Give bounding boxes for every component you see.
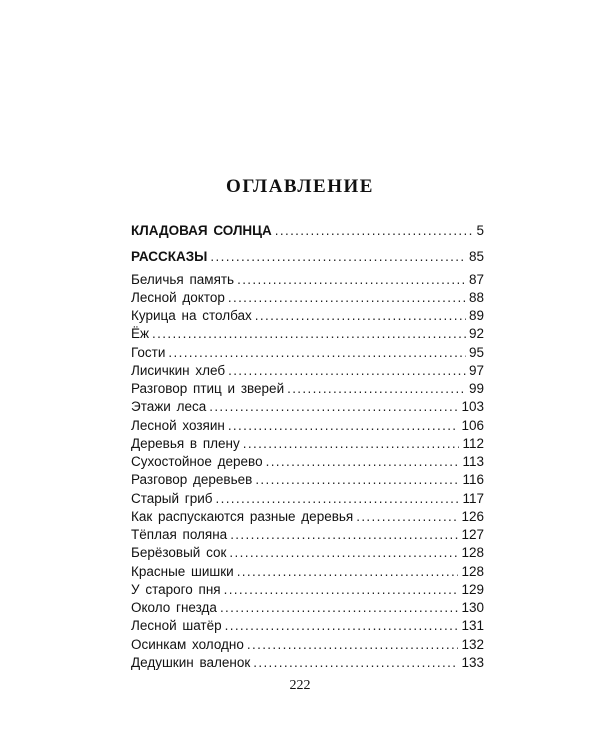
dot-leader [287, 380, 466, 398]
toc-entry-title: Тёплая поляна [131, 527, 228, 542]
toc-entry-page: 99 [468, 381, 484, 396]
toc-entry [131, 471, 484, 489]
dot-leader [275, 222, 474, 240]
toc-entry-title: Сухостойное дерево [131, 454, 263, 469]
toc-entry-title: Ёж [131, 326, 150, 342]
toc-entry [131, 490, 484, 508]
toc-entry [131, 307, 484, 325]
toc-entry-page: 129 [461, 581, 484, 597]
toc-entry [131, 453, 484, 471]
toc-entry [131, 380, 484, 398]
toc-entry-title: КЛАДОВАЯ СОЛНЦА [131, 223, 272, 238]
table-of-contents [131, 222, 484, 672]
toc-entry [131, 325, 484, 343]
toc-heading: ОГЛАВЛЕНИЕ [226, 176, 374, 197]
toc-entry-page: 131 [461, 618, 484, 634]
toc-entry-page: 132 [461, 636, 484, 652]
toc-entry [131, 417, 484, 435]
toc-entry-title: Лесной хозяин [131, 417, 225, 433]
toc-entry [131, 289, 484, 307]
toc-entry-title: Красные шишки [131, 563, 234, 579]
dot-leader [209, 398, 458, 416]
toc-entry-title: Разговор птиц и зверей [131, 381, 285, 396]
toc-entry [131, 654, 484, 672]
dot-leader [228, 362, 466, 380]
toc-entry-page: 133 [461, 654, 484, 670]
dot-leader [210, 248, 466, 266]
toc-entry [131, 526, 484, 544]
dot-leader [228, 417, 459, 435]
toc-entry-page: 130 [461, 600, 484, 615]
toc-entry-page: 128 [461, 563, 484, 579]
toc-entry-title: Дедушкин валенок [131, 654, 251, 670]
dot-leader [216, 490, 460, 508]
toc-entry-title: Лесной доктор [131, 289, 225, 305]
toc-entry-title: Осинкам холодно [131, 636, 244, 652]
toc-entry [131, 248, 484, 266]
toc-entry-title: РАССКАЗЫ [131, 249, 208, 265]
dot-leader [255, 307, 466, 325]
dot-leader [253, 654, 458, 672]
toc-entry-page: 92 [468, 326, 484, 342]
toc-entry-title: Около гнезда [131, 600, 217, 615]
toc-entry-title: Лисичкин хлеб [131, 362, 226, 378]
toc-entry [131, 544, 484, 562]
toc-entry [131, 508, 484, 526]
toc-entry-title: Этажи леса [131, 399, 207, 415]
toc-entry-page: 95 [468, 344, 484, 360]
toc-entry-title: Курица на столбах [131, 308, 252, 323]
toc-entry-title: У старого пня [131, 581, 221, 597]
dot-leader [255, 471, 459, 489]
toc-entry-title: Берёзовый сок [131, 545, 227, 561]
toc-entry [131, 344, 484, 362]
toc-entry-page: 88 [468, 289, 484, 305]
dot-leader [152, 325, 466, 343]
toc-entry-page: 5 [476, 223, 484, 238]
toc-entry [131, 222, 484, 240]
toc-entry-page: 87 [468, 271, 484, 287]
dot-leader [356, 508, 458, 526]
toc-entry-page: 116 [462, 472, 484, 488]
toc-entry-page: 127 [461, 527, 484, 542]
toc-entry [131, 636, 484, 654]
toc-entry-page: 103 [461, 399, 484, 415]
toc-entry [131, 617, 484, 635]
toc-entry-page: 85 [468, 249, 484, 265]
dot-leader [266, 453, 460, 471]
dot-leader [237, 271, 466, 289]
toc-entry [131, 563, 484, 581]
toc-entry-title: Старый гриб [131, 490, 213, 506]
toc-entry-page: 117 [462, 490, 484, 506]
dot-leader [229, 544, 458, 562]
toc-entry-page: 126 [461, 508, 484, 524]
dot-leader [247, 636, 459, 654]
toc-entry-page: 89 [468, 308, 484, 323]
toc-entry-page: 97 [468, 362, 484, 378]
dot-leader [225, 617, 459, 635]
toc-entry-title: Разговор деревьев [131, 472, 253, 488]
dot-leader [220, 599, 459, 617]
toc-entry-title: Лесной шатёр [131, 618, 222, 634]
toc-entry-page: 113 [462, 454, 484, 469]
toc-entry-title: Беличья память [131, 271, 235, 287]
dot-leader [237, 563, 459, 581]
toc-entry [131, 581, 484, 599]
toc-entry-title: Гости [131, 344, 166, 360]
toc-entry-title: Деревья в плену [131, 435, 240, 451]
toc-entry-page: 112 [462, 435, 484, 451]
toc-entry [131, 271, 484, 289]
dot-leader [224, 581, 459, 599]
toc-entry-title: Как распускаются разные деревья [131, 508, 354, 524]
dot-leader [243, 435, 460, 453]
toc-entry-page: 106 [461, 417, 484, 433]
toc-entry [131, 435, 484, 453]
toc-entry [131, 398, 484, 416]
toc-entry [131, 599, 484, 617]
toc-entry-page: 128 [461, 545, 484, 561]
dot-leader [230, 526, 458, 544]
page-number: 222 [289, 678, 311, 693]
dot-leader [168, 344, 466, 362]
dot-leader [228, 289, 466, 307]
toc-entry [131, 362, 484, 380]
